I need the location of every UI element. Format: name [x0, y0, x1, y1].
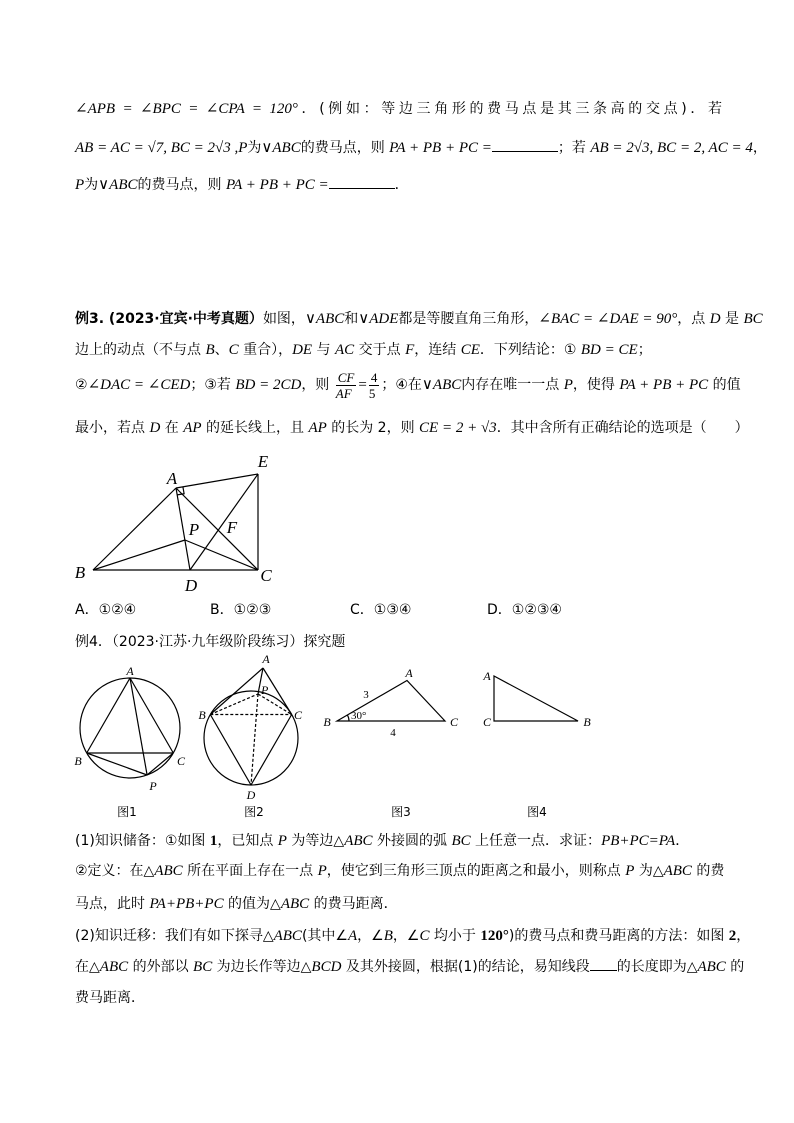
side-ab-length: 3	[363, 689, 369, 701]
caption-figure-2: 图2	[244, 805, 264, 819]
math-run: ∠BAC = ∠DAE = 90°	[538, 311, 678, 327]
text-run: ②	[75, 377, 88, 393]
text-run: 的值为△	[223, 896, 281, 912]
label-c: C	[482, 715, 492, 729]
segment-pc	[185, 540, 258, 570]
math-run: AP	[308, 420, 327, 436]
math-run: ABC	[663, 863, 692, 879]
text-run: 边上的动点（不与点	[75, 342, 206, 358]
text-run: ，	[752, 140, 767, 156]
prev-line-2	[75, 137, 767, 159]
circumcircle	[80, 678, 180, 778]
option-b: B．①②③	[210, 602, 272, 618]
math-run: ABC	[99, 959, 129, 975]
text-run: 均小于	[429, 928, 481, 944]
math-run: AB = 2√3, BC = 2, AC = 4	[590, 140, 753, 156]
segment-pd-dashed	[251, 694, 258, 785]
segment-ab	[87, 678, 130, 753]
segment-bd	[210, 715, 251, 786]
label-b: B	[74, 563, 86, 582]
label-b: B	[198, 708, 206, 722]
label-a: A	[483, 669, 491, 683]
segment-cd	[251, 715, 292, 786]
text-run: ，则	[301, 377, 334, 393]
math-run: BC	[743, 311, 763, 327]
math-run: P	[563, 377, 573, 393]
text-run: ，使它到三角形三顶点的距离之和最小，则称点	[326, 863, 626, 879]
text-run: ．	[394, 177, 409, 193]
math-run: C	[228, 342, 239, 358]
label-d: D	[184, 576, 198, 595]
math-run: ABC	[154, 863, 183, 879]
label-b: B	[323, 715, 331, 729]
text-run: ，连结	[414, 342, 461, 358]
circumcircle	[204, 691, 298, 785]
math-run: P	[625, 863, 635, 879]
math-run: PA + PB + PC	[619, 377, 709, 393]
text-run: ．	[675, 833, 690, 849]
angle-limit: 120°	[480, 928, 509, 944]
text-run: 的费马点，则	[300, 140, 390, 156]
math-run: BD = CE	[580, 342, 638, 358]
math-run: CE	[460, 342, 480, 358]
text-run: ；③若	[190, 377, 236, 393]
fraction-4-5	[369, 371, 380, 400]
text-run: )的费马点和费马距离的方法：如图	[508, 928, 729, 944]
label-a: A	[126, 664, 134, 678]
text-run: ；	[637, 342, 652, 358]
equals-sign: =	[358, 377, 367, 393]
option-d: D．①②③④	[487, 602, 562, 618]
text-run: 所在平面上存在一点	[182, 863, 318, 879]
caption-figure-3: 图3	[391, 805, 411, 819]
label-a: A	[166, 469, 178, 488]
text-run: ．其中含所有正确结论的选项是（ ）	[496, 420, 749, 436]
part2-line-3	[75, 987, 722, 1009]
fraction-numerator: CF	[337, 369, 355, 385]
math-run: P	[277, 833, 287, 849]
math-run: A	[347, 928, 358, 944]
text-run: ；若	[557, 140, 591, 156]
part1-line-3	[75, 893, 722, 915]
text-run: ．下列结论：①	[479, 342, 581, 358]
label-a: A	[405, 666, 413, 680]
text-run: 内存在唯一一点	[461, 377, 564, 393]
math-run: PA+PB+PC	[149, 896, 224, 912]
text-run: (其中∠	[301, 928, 348, 944]
text-run: 为	[247, 140, 262, 156]
fraction-denominator: 5	[368, 385, 376, 401]
label-b: B	[583, 715, 591, 729]
math-run: ∨ABC	[421, 377, 462, 393]
example4-heading: 例4．（2023·江苏·九年级阶段练习）探究题	[75, 634, 346, 650]
text-run: 、	[214, 342, 229, 358]
text-run: 都是等腰直角三角形，	[398, 311, 539, 327]
text-run: (1)知识储备：①如图	[75, 833, 210, 849]
caption-figure-4: 图4	[527, 805, 547, 819]
text-run: 为等边△	[286, 833, 345, 849]
label-c: C	[449, 715, 459, 729]
text-run: 如图，	[262, 311, 305, 327]
text-run: ，∠	[392, 928, 420, 944]
text-run: ，点	[677, 311, 710, 327]
label-c: C	[293, 708, 303, 722]
text-run: 的费马距离．	[309, 896, 398, 912]
label-p: P	[261, 683, 269, 697]
example3-line-4	[75, 417, 749, 439]
math-run: P	[75, 177, 85, 193]
math-run: P	[317, 863, 327, 879]
text-run: 最小，若点	[75, 420, 150, 436]
math-run: ABC	[273, 928, 302, 944]
part2-line-2	[75, 956, 745, 978]
text-run: 的外部以	[128, 959, 194, 975]
example3-line-3	[75, 369, 741, 401]
answer-blank	[590, 956, 617, 971]
math-run: PA + PB + PC =	[225, 177, 329, 193]
math-run: F	[405, 342, 415, 358]
label-c: C	[260, 566, 272, 585]
example4-figure-3	[315, 660, 465, 745]
text-run: ，已知点	[217, 833, 278, 849]
figure-ref: 1	[209, 833, 218, 849]
text-run: 和	[344, 311, 359, 327]
math-run: B	[383, 928, 393, 944]
angle-b-value: 30°	[351, 710, 367, 722]
math-run: BC	[451, 833, 471, 849]
text-run: 与	[312, 342, 335, 358]
label-a: A	[262, 652, 270, 666]
math-run: ∨ABC	[98, 177, 138, 193]
text-run: ．(例如：等边三角形的费马点是其三条高的交点)．若	[297, 101, 722, 117]
text-run: 马点，此时	[75, 896, 150, 912]
example3-figure	[70, 450, 280, 595]
text-run: 的	[725, 959, 745, 975]
text-run: 的长度即为△	[616, 959, 698, 975]
math-run: ABC	[280, 896, 310, 912]
text-run: 外接圆的弧	[372, 833, 452, 849]
text-run: 为边长作等边△	[212, 959, 312, 975]
math-run: PB+PC=PA	[601, 833, 676, 849]
segment-ab	[93, 488, 176, 570]
text-run: 上任意一点．求证：	[470, 833, 602, 849]
example4-figure-2	[195, 650, 310, 805]
prev-line-1	[75, 98, 722, 120]
side-bc-length: 4	[390, 727, 396, 739]
math-run: D	[709, 311, 721, 327]
text-run: 为	[84, 177, 99, 193]
math-run: ABC	[697, 959, 726, 975]
figure-ref: 2	[728, 928, 737, 944]
math-run: B	[205, 342, 215, 358]
segment-cp	[147, 753, 173, 775]
example3-line-2	[75, 339, 722, 361]
text-run: 的费	[691, 863, 725, 879]
example4-figure-1	[70, 660, 195, 795]
math-run: BD = 2CD	[235, 377, 302, 393]
fraction-cf-af	[336, 371, 357, 400]
text-run: 费马距离．	[75, 990, 145, 1006]
part2-line-1	[75, 925, 751, 947]
math-run: ∠DAC = ∠CED	[87, 377, 191, 393]
text-run: ，	[736, 928, 751, 944]
text-run: (2)知识迁移：我们有如下探寻△	[75, 928, 274, 944]
math-run: ∨ABC	[261, 140, 301, 156]
example3-label: 例3. (2023·宜宾·中考真题）	[75, 311, 263, 327]
text-run: 的费马点，则	[137, 177, 226, 193]
option-a: A．①②④	[75, 602, 137, 618]
math-run: BC	[193, 959, 213, 975]
math-run: AP	[183, 420, 202, 436]
text-run: 及其外接圆，根据(1)的结论，易知线段	[341, 959, 590, 975]
text-run: 的长为 2，则	[326, 420, 420, 436]
text-run: ，使得	[572, 377, 620, 393]
text-run: ，∠	[357, 928, 384, 944]
text-run: 为△	[634, 863, 664, 879]
text-run: 在	[160, 420, 184, 436]
fraction-numerator: 4	[370, 369, 378, 385]
angle-b-arc	[347, 715, 349, 721]
math-run: PA + PB + PC =	[389, 140, 492, 156]
text-run: 的值	[708, 377, 741, 393]
answer-blank	[329, 174, 395, 189]
option-c: C．①③④	[350, 602, 412, 618]
label-c: C	[176, 754, 186, 768]
example4-figure-4	[475, 660, 600, 735]
text-run: 重合），	[238, 342, 293, 358]
segment-ae	[176, 474, 258, 488]
part1-line-2	[75, 860, 725, 882]
prev-line-3	[75, 174, 722, 196]
label-p: P	[188, 520, 200, 539]
math-run: D	[149, 420, 161, 436]
caption-figure-1: 图1	[117, 805, 137, 819]
part1-line-1	[75, 830, 722, 852]
example3-line-1	[75, 308, 763, 330]
math-run: DE	[292, 342, 313, 358]
math-run: ∠APB = ∠BPC = ∠CPA = 120°	[75, 101, 298, 117]
text-run: 交于点	[354, 342, 406, 358]
math-run: C	[419, 928, 430, 944]
math-run: ABC	[344, 833, 373, 849]
answer-blank	[492, 137, 558, 152]
label-d: D	[246, 788, 256, 802]
text-run: ；④在	[381, 377, 422, 393]
math-run: ∨ADE	[358, 311, 399, 327]
math-run: CE = 2 + √3	[419, 420, 497, 436]
text-run: 是	[720, 311, 744, 327]
segment-bp	[93, 540, 185, 570]
right-triangle-acb	[494, 676, 578, 721]
fraction-denominator: AF	[335, 385, 352, 401]
math-run: BCD	[311, 959, 342, 975]
math-run: AC	[335, 342, 355, 358]
text-run: ②定义：在△	[75, 863, 155, 879]
label-e: E	[257, 452, 269, 471]
math-run: AB = AC = √7, BC = 2√3 ,P	[75, 140, 248, 156]
math-run: ∨ABC	[304, 311, 345, 327]
label-b: B	[74, 754, 82, 768]
label-f: F	[226, 518, 238, 537]
text-run: 在△	[75, 959, 100, 975]
label-p: P	[149, 779, 157, 793]
text-run: 的延长线上，且	[201, 420, 309, 436]
